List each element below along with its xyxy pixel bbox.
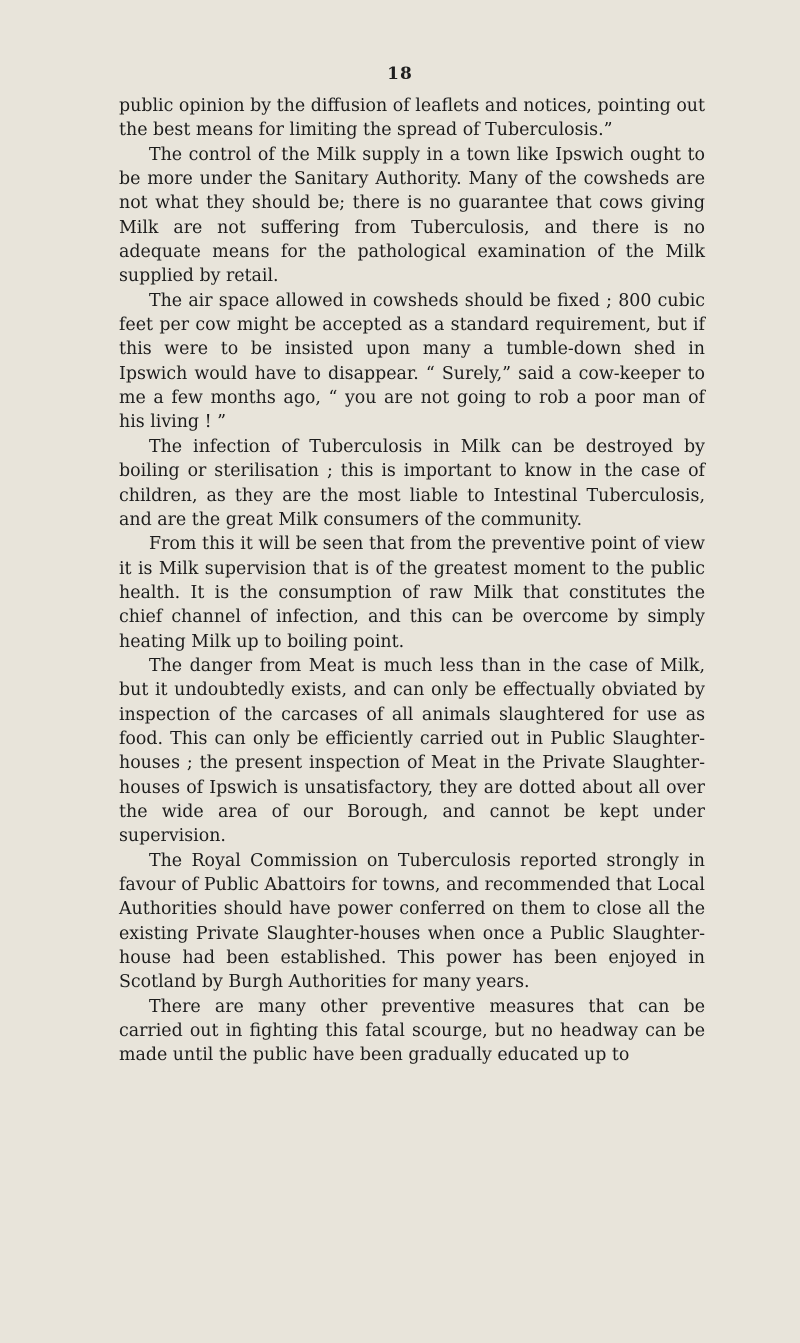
paragraph-milk-supply: The control of the Milk supply in a town like Ipswich ought to be more under the Sanitary Authority. Many of the cowsheds are not what they should be; there is no guarantee that cows giving Milk are not suffering from Tuberculosis, and there is no adequate means for the pathological examination of the Milk supplied by retail. [119, 144, 705, 287]
paragraph-continuation: public opinion by the diffusion of leaflets and notices, pointing out the best means for limiting the spread of Tuberculosis.” [119, 96, 705, 141]
paragraph-preventive-point: From this it will be seen that from the preventive point of view it is Milk supervision that is of the greatest moment to the public health. It is the consumption of raw Milk that constitutes the chief channel of infection, and this can be overcome by simply heating Milk up to boiling point. [119, 534, 705, 652]
paragraph-danger-meat: The danger from Meat is much less than in the case of Milk, but it undoubtedly exists, and can only be effectually obviated by inspection of the carcases of all animals slaughtered for use as food. This can only be efficiently carried out in Public Slaughter-houses ; the present inspection of Meat in the Private Slaughter-houses of Ipswich is unsatisfactory, they are dotted about all over the wide area of our Borough, and cannot be kept under supervision. [119, 655, 705, 847]
body-text [119, 94, 705, 1068]
paragraph-preventive-measures: There are many other preventive measures that can be carried out in fighting this fatal scourge, but no headway can be made until the public have been gradually educated up to [119, 996, 705, 1066]
page-number: 18 [387, 64, 413, 84]
paragraph-royal-commission: The Royal Commission on Tuberculosis reported strongly in favour of Public Abattoirs for towns, and recommended that Local Authorities should have power conferred on them to close all the existing Private Slaughter-houses when once a Public Slaughter-house had been established. This power has been enjoyed in Scotland by Burgh Authorities for many years. [119, 850, 705, 993]
paragraph-infection-milk: The infection of Tuberculosis in Milk can be destroyed by boiling or sterilisation ; this is important to know in the case of children, as they are the most liable to Intestinal Tuberculosis, and are the great Milk consumers of the community. [119, 436, 705, 530]
paragraph-air-space: The air space allowed in cowsheds should be fixed ; 800 cubic feet per cow might be accepted as a standard requirement, but if this were to be insisted upon many a tumble-down shed in Ipswich would have to disappear. “ Surely,” said a cow-keeper to me a few months ago, “ you are not going to rob a poor man of his living ! ” [119, 290, 705, 433]
